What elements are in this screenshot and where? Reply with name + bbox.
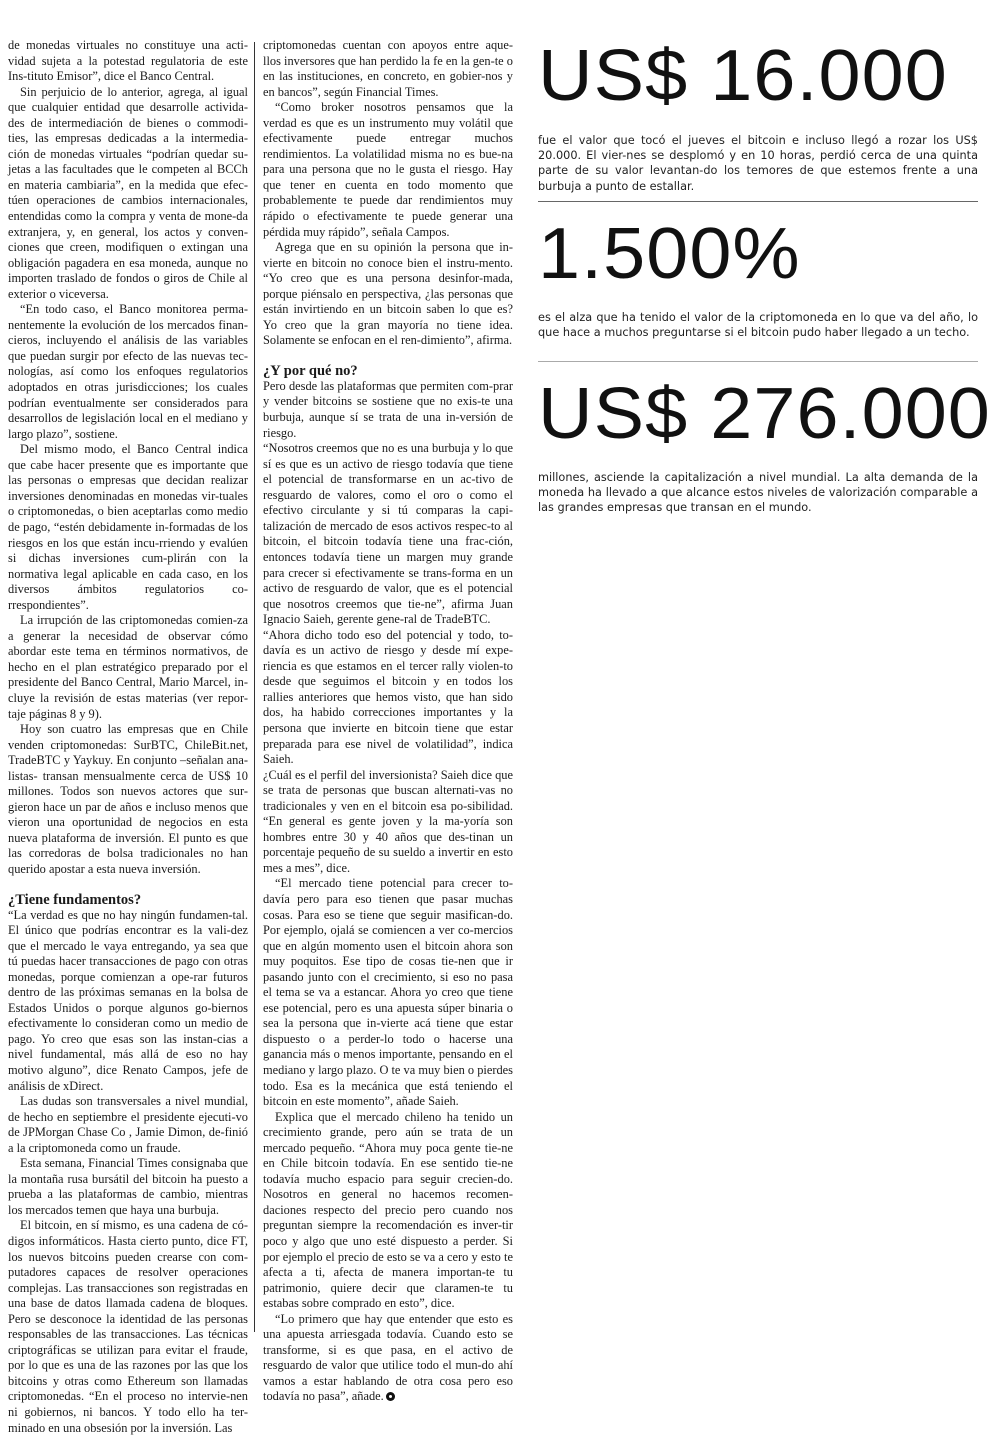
paragraph-final-text: “Lo primero que hay que entender que esto es una apuesta arriesgada todavía. Cuando esto se transforme, si es que pasa, en el activo de resguardo de valor que utilice todo el mun-do ahí vamos a estar hablando de otra cosa pero eso todavía no pasa”, añade.: [263, 1311, 513, 1404]
paragraph: “La verdad es que no hay ningún fundamen-tal. El único que podrías encontrar es la vali-dez que el mercado le vaya entregando, ya sea que tú puedas hacer transacciones de pago con otras monedas, porque comienzan a ope-rar futuros dentro de las próximas semanas en la bolsa de Estados Unidos o porque algunos go-biernos efectivamente lo consideran como un medio de pago. Yo creo que esas son las instan-cias a nivel fundamental, más allá de eso no hay motivo alguno”, dice Renato Campos, jefe de análisis de xDirect.: [8, 907, 248, 1093]
stat-description: es el alza que ha tenido el valor de la criptomoneda en lo que va del año, lo que hace a muchos preguntarse si el bitcoin pudo haber llegado a un techo.: [538, 311, 978, 340]
stat-value: 1.500%: [538, 214, 801, 294]
paragraph: “Nosotros creemos que no es una burbuja y lo que sí es que es un activo de riesgo todavía que tiene el potencial de transformarse en un ac-tivo de resguardo de valores, como el oro o como el efectivo circulante y si tú comparas la capi-talización de mercado de esos activos respec-to al bitcoin, el bitcoin todavía tiene una frac-ción, entonces todavía tiene un margen muy grande para crecer si efectivamente se trans-forma en un activo de resguardo de valor, que es el potencial que nosotros creemos que tie-ne”, afirma Juan Ignacio Saieh, gerente gene-ral de TradeBTC.: [263, 441, 513, 627]
paragraph: de monedas virtuales no constituye una acti-vidad sujeta a la potestad regulatoria de este Ins-tituto Emisor”, dice el Banco Central.: [8, 38, 248, 84]
end-of-article-icon: [386, 1392, 395, 1401]
paragraph: “Como broker nosotros pensamos que la verdad es que es un instrumento muy volátil que efectivamente puede entregar muchos rendimientos. La volatilidad misma no es bue-na para una persona que no le gusta el riesgo. Hay que tener en cuenta en todo momento que probablemente te puede dar rendimientos muy rápido o efectivamente te puede generar una pérdida muy rápido”, señala Campos.: [263, 100, 513, 239]
stat-block-capitalization: [538, 374, 991, 516]
horizontal-divider: [538, 201, 978, 202]
stat-value: US$ 16.000: [538, 36, 948, 116]
paragraph: “El mercado tiene potencial para crecer to-davía pero para eso tienen que pasar muchas cosas. Para eso se tiene que seguir masifican-do. Por ejemplo, ojalá se comiencen a ver co-mercios que en algún momento usen el bitcoin ahora son muy poquitos. Ese tipo de cosas tie-nen que ir pasando junto con el crecimiento, si eso no pasa el tema se va a estancar. Ahora yo creo que tiene ese potencial, pero es una apuesta súper binaria o sea la persona que in-vierte acá tiene que estar dispuesto o a perder-lo todo o hacerse una ganancia más o menos importante, pensando en el mediano y largo plazo. O te va muy bien o pierdes todo. Esa es la mecánica que está teniendo el bitcoin en este momento”, añade Saieh.: [263, 876, 513, 1109]
paragraph: La irrupción de las criptomonedas comien-za a generar la necesidad de observar cómo abordar este tema en términos normativos, de hecho en el plan estratégico preparado por el presidente del Banco Central, Mario Marcel, in-cluye la revisión de estas materias (ver repor-taje páginas 8 y 9).: [8, 613, 248, 721]
stat-description: fue el valor que tocó el jueves el bitcoin e incluso llegó a rozar los US$ 20.000. El vier-nes se desplomó y en 10 horas, perdió cerca de una quinta parte de su valor levantan-do los temores de que estemos frente a una burbuja a punto de estallar.: [538, 134, 978, 193]
paragraph: El bitcoin, en sí mismo, es una cadena de có-digos informáticos. Hasta cierto punto, dice FT, los nuevos bitcoins pueden crearse con com-putadores capaces de resolver operaciones complejas. Las transacciones son registradas en una base de datos llamada cadena de bloques. Pero se desconoce la identidad de las personas responsables de las transacciones. Las técnicas criptográficas se utilizan para evitar el fraude, por lo que es una de las razones por las que los bitcoins y otras como Ethereum son llamadas criptomonedas. “En el proceso no intervie-nen ni gobiernos, ni bancos. Y todo ello ha ter-minado en una obsesión por la inversión. Las: [8, 1218, 248, 1435]
section-heading: ¿Tiene fundamentos?: [8, 891, 142, 908]
paragraph: ¿Cuál es el perfil del inversionista? Saieh dice que se trata de personas que buscan alternati-vas no tradicionales y ven en el bitcoin esa po-sibilidad. “En general es gente joven y la ma-yoría son hombres entre 30 y 40 años que des-tinan un porcentaje pequeño de su sueldo a invertir en esto mes a mes”, dice.: [263, 767, 513, 875]
paragraph: Sin perjuicio de lo anterior, agrega, al igual que cualquier entidad que desarrolle activida-des de intermediación de bienes o commodi-ties, las empresas dedicadas a la intermedia-ción de monedas virtuales “podrían quedar su-jetas a las facultades que le competen al BCCh en materia cambiaria”, en la medida que efec-túen operaciones de cambios internacionales, entendidas como la compra y venta de mone-da extranjera, y, en general, los actos y conven-ciones que creen, modifiquen o extingan una obligación pagadera en esa moneda, aunque no importen traslado de fondos o giros de Chile al exterior o viceversa.: [8, 84, 248, 301]
article-column-left: [8, 38, 248, 1436]
paragraph: “Ahora dicho todo eso del potencial y todo, to-davía es un activo de riesgo y desde mí expe-riencia es que estamos en el tercer rally violen-to desde que seguimos el bitcoin y en todos los rallies anteriores que hemos visto, que han sido dos, ha habido correcciones importantes y la persona que invierte en bitcoin tiene que estar preparada para ese nivel de volatilidad”, indica Saieh.: [263, 627, 513, 767]
paragraph: Las dudas son transversales a nivel mundial, de hecho en septiembre el presidente ejecuti-vo de JPMorgan Chase Co , Jamie Dimon, de-finió a la criptomoneda como un fraude.: [8, 1094, 248, 1155]
horizontal-divider: [538, 361, 978, 362]
paragraph: criptomonedas cuentan con apoyos entre aque-llos inversores que han perdido la fe en la gen-te o en las instituciones, en concreto, en gobier-nos y en bancos”, según Financial Times.: [263, 38, 513, 99]
paragraph: Agrega que en su opinión la persona que in-vierte en bitcoin no conoce bien el instru-mento. “Yo creo que es una persona desinfor-mada, porque piénsalo en perspectiva, ¿las personas que están invirtiendo en un bitcoin saben lo que es? Yo creo que la gran mayoría no tiene idea. Solamente se enfocan en el ren-dimiento”, afirma.: [263, 240, 513, 348]
section-heading: ¿Y por qué no?: [263, 362, 358, 379]
paragraph-final: [263, 1312, 513, 1405]
column-divider: [254, 42, 255, 1332]
paragraph: Pero desde las plataformas que permiten com-prar y vender bitcoins se sostiene que no exis-te una burbuja, aunque sí se trata de una in-versión de riesgo.: [263, 378, 513, 440]
paragraph: Hoy son cuatro las empresas que en Chile venden criptomonedas: SurBTC, ChileBit.net, TradeBTC y Yaykuy. En conjunto –señalan ana-listas- transan mensualmente cerca de US$ 10 millones. Todos son nuevos actores que sur-gieron hace un par de años e incluso menos que vieron una oportunidad de negocios en esta nueva plataforma de inversión. El punto es que las corredoras de bolsa tradicionales no han querido apostar a esta nueva inversión.: [8, 722, 248, 876]
paragraph: Del mismo modo, el Banco Central indica que cabe hacer presente que es importante que las personas o empresas que decidan realizar inversiones denominadas en monedas vir-tuales o criptomonedas, o bien aceptarlas como medio de pago, “estén debidamente in-formadas de los riesgos en los que están incu-rriendo y evalúen si dichas inversiones cum-plirán con la normativa legal aplicable en cada caso, en los diversos ámbitos regulatorios co-rrespondientes”.: [8, 442, 248, 612]
paragraph: “En todo caso, el Banco monitorea perma-nentemente la evolución de los mercados finan-cieros, incluyendo el análisis de las variables que puedan surgir por efecto de las nuevas tec-nologías, así como los enfoques regulatorios adoptados en otras jurisdicciones; los cuales podrían eventualmente ser considerados para desarrollos de legislación local en el mediano y largo plazo”, sostiene.: [8, 302, 248, 441]
stat-description: millones, asciende la capitalización a nivel mundial. La alta demanda de la moneda ha llevado a que alcance estos niveles de valorización comparable a las grandes empresas que transan en el mundo.: [538, 471, 978, 515]
stat-block-price: [538, 36, 978, 194]
paragraph: Esta semana, Financial Times consignaba que la montaña rusa bursátil del bitcoin ha puesto a prueba a las plataformas de cambio, mientras los mercados temen que haya una burbuja.: [8, 1156, 248, 1217]
stat-value: US$ 276.000: [538, 374, 991, 454]
article-column-middle: [263, 38, 513, 1405]
stat-block-percent: [538, 214, 978, 340]
paragraph: Explica que el mercado chileno ha tenido un crecimiento grande, pero aún se trata de un mercado pequeño. “Ahora muy poca gente tie-ne en Chile bitcoin todavía. En ese sentido tie-ne todavía mucho espacio para seguir crecien-do. Nosotros en general no hacemos recomen-daciones respecto del precio pero cuando nos preguntan siempre la recomendación es inver-tir poco y algo que uno esté dispuesto a perder. Si por ejemplo el precio de esto se va a cero y esto te afecta a ti, afecta de manera importan-te tu patrimonio, quiere decir que claramen-te tu estabas sobre comprado en esto”, dice.: [263, 1109, 513, 1311]
